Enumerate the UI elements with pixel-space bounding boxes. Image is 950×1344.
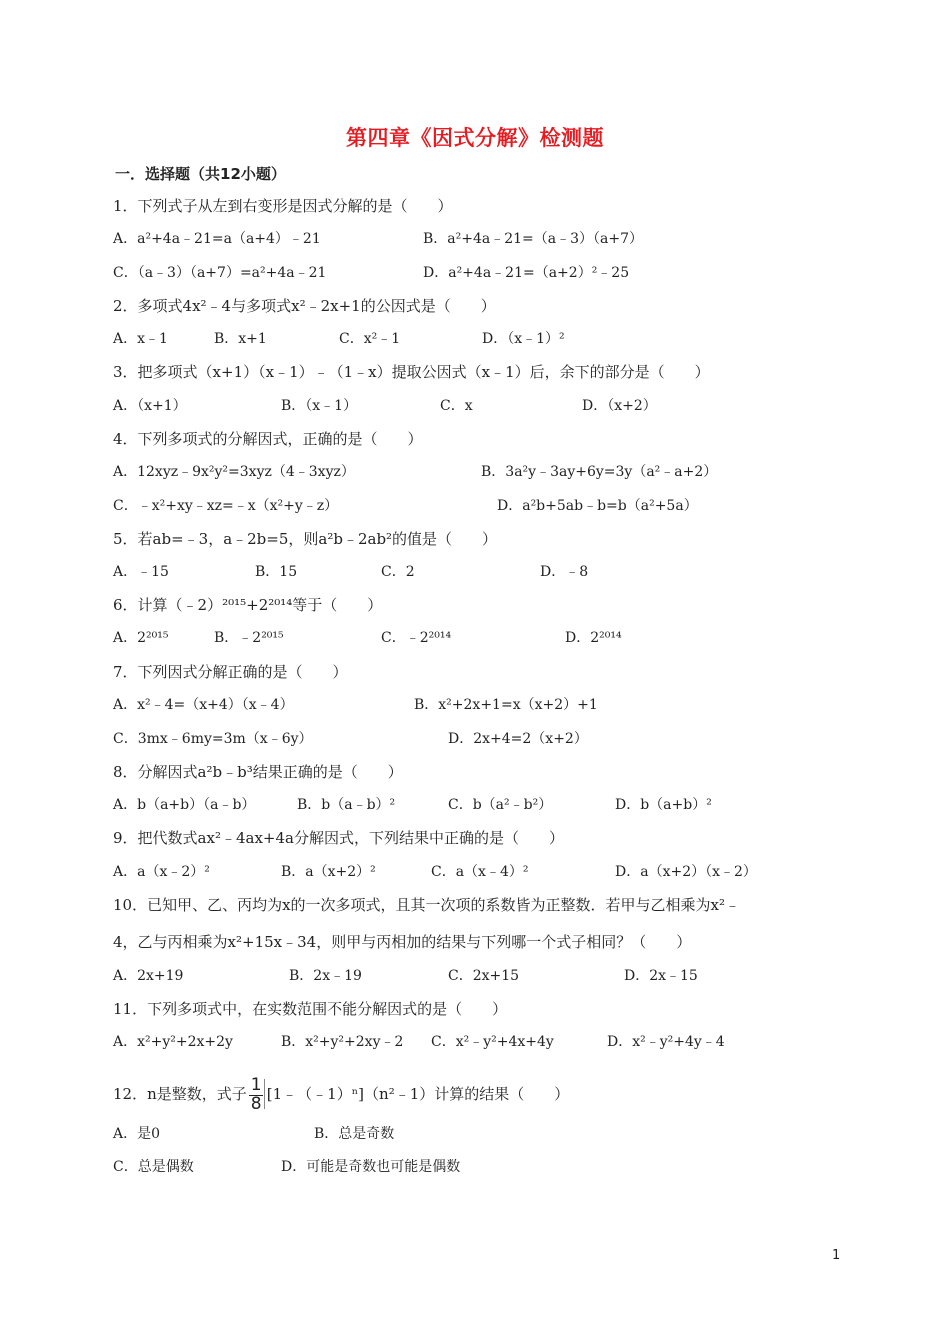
question-9-stem: 9．把代数式ax²﹣4ax+4a分解因式，下列结果中正确的是（ ） [113,829,564,847]
question-9-option-a: A．a（x﹣2）² [113,864,210,880]
question-7-option-a: A．x²﹣4=（x+4）（x﹣4） [113,697,294,713]
question-4-option-a: A．12xyz﹣9x²y²=3xyz（4﹣3xyz） [113,464,355,480]
question-2-option-a: A．x﹣1 [113,331,168,347]
question-12-stem-prefix: 12．n是整数，式子 [113,1085,247,1103]
question-10-option-b: B．2x﹣19 [289,968,362,984]
cursor-line [264,1079,265,1109]
question-12-option-d: D．可能是奇数也可能是偶数 [281,1159,461,1175]
question-12-option-a: A．是0 [113,1126,161,1142]
question-1-option-a: A．a²+4a﹣21=a（a+4）﹣21 [113,231,321,247]
question-7-option-b: B．x²+2x+1=x（x+2）+1 [414,697,598,713]
question-5-stem: 5．若ab=﹣3，a﹣2b=5，则a²b﹣2ab²的值是（ ） [113,530,498,548]
page-title: 第四章《因式分解》检测题 [346,126,604,150]
question-3-option-b: B．（x﹣1） [281,398,358,414]
question-10-option-c: C．2x+15 [448,968,520,984]
question-12-option-b: B．总是奇数 [314,1126,395,1142]
question-12-stem [113,1077,569,1113]
question-2-option-c: C．x²﹣1 [339,331,401,347]
question-5-option-d: D．﹣8 [540,564,589,580]
question-6-option-d: D．2²⁰¹⁴ [565,630,622,646]
question-11-option-a: A．x²+y²+2x+2y [113,1034,233,1050]
section-heading: 一．选择题（共12小题） [115,165,286,183]
question-4-option-b: B．3a²y﹣3ay+6y=3y（a²﹣a+2） [481,464,718,480]
question-8-option-a: A．b（a+b）（a﹣b） [113,797,256,813]
question-5-option-a: A．﹣15 [113,564,169,580]
fraction-one-eighth [249,1077,265,1113]
question-3-option-a: A．（x+1） [113,398,187,414]
question-5-option-b: B．15 [255,564,298,580]
question-10-option-a: A．2x+19 [113,968,184,984]
question-1-option-b: B．a²+4a﹣21=（a﹣3）（a+7） [423,231,644,247]
question-2-option-d: D．（x﹣1）² [482,331,565,347]
question-4-option-c: C．﹣x²+xy﹣xz=﹣x（x²+y﹣z） [113,498,339,514]
question-3-option-c: C．x [440,398,473,414]
question-1-option-c: C．（a﹣3）（a+7）=a²+4a﹣21 [113,265,327,281]
fraction-denominator: 8 [250,1094,262,1114]
question-8-stem: 8．分解因式a²b﹣b³结果正确的是（ ） [113,763,403,781]
question-5-option-c: C．2 [381,564,415,580]
question-11-option-d: D．x²﹣y²+4y﹣4 [607,1034,725,1050]
question-8-option-b: B．b（a﹣b）² [297,797,396,813]
question-11-option-c: C．x²﹣y²+4x+4y [431,1034,554,1050]
question-6-option-a: A．2²⁰¹⁵ [113,630,169,646]
question-9-option-b: B．a（x+2）² [281,864,376,880]
question-7-option-c: C．3mx﹣6my=3m（x﹣6y） [113,731,313,747]
question-11-stem: 11．下列多项式中，在实数范围不能分解因式的是（ ） [113,1000,508,1018]
question-6-option-c: C．﹣2²⁰¹⁴ [381,630,452,646]
question-10-option-d: D．2x﹣15 [624,968,698,984]
question-11-option-b: B．x²+y²+2xy﹣2 [281,1034,404,1050]
question-3-option-d: D．（x+2） [582,398,657,414]
question-10-stem-line-2: 4，乙与丙相乘为x²+15x﹣34，则甲与丙相加的结果与下列哪一个式子相同？（ ） [113,933,692,951]
question-2-stem: 2．多项式4x²﹣4与多项式x²﹣2x+1的公因式是（ ） [113,297,496,315]
fraction-numerator: 1 [250,1075,262,1095]
question-10-stem-line-1: 10．已知甲、乙、丙均为x的一次多项式，且其一次项的系数皆为正整数．若甲与乙相乘为x²﹣ [113,896,741,914]
question-1-option-d: D．a²+4a﹣21=（a+2）²﹣25 [423,265,630,281]
question-9-option-d: D．a（x+2）（x﹣2） [615,864,757,880]
question-4-option-d: D．a²b+5ab﹣b=b（a²+5a） [497,498,698,514]
page-number: 1 [832,1248,841,1263]
question-1-stem: 1．下列式子从左到右变形是因式分解的是（ ） [113,197,453,215]
question-2-option-b: B．x+1 [214,331,267,347]
question-4-stem: 4．下列多项式的分解因式，正确的是（ ） [113,430,423,448]
question-12-stem-suffix: [1﹣（﹣1）ⁿ]（n²﹣1）计算的结果（ ） [266,1085,570,1103]
question-12-option-c: C．总是偶数 [113,1159,194,1175]
question-3-stem: 3．把多项式（x+1）（x﹣1）﹣（1﹣x）提取公因式（x﹣1）后，余下的部分是（ ） [113,363,710,381]
question-6-option-b: B．﹣2²⁰¹⁵ [214,630,284,646]
question-8-option-c: C．b（a²﹣b²） [448,797,553,813]
question-9-option-c: C．a（x﹣4）² [431,864,529,880]
question-7-option-d: D．2x+4=2（x+2） [448,731,588,747]
question-6-stem: 6．计算（﹣2）²⁰¹⁵+2²⁰¹⁴等于（ ） [113,596,383,614]
question-8-option-d: D．b（a+b）² [615,797,712,813]
question-7-stem: 7．下列因式分解正确的是（ ） [113,663,348,681]
